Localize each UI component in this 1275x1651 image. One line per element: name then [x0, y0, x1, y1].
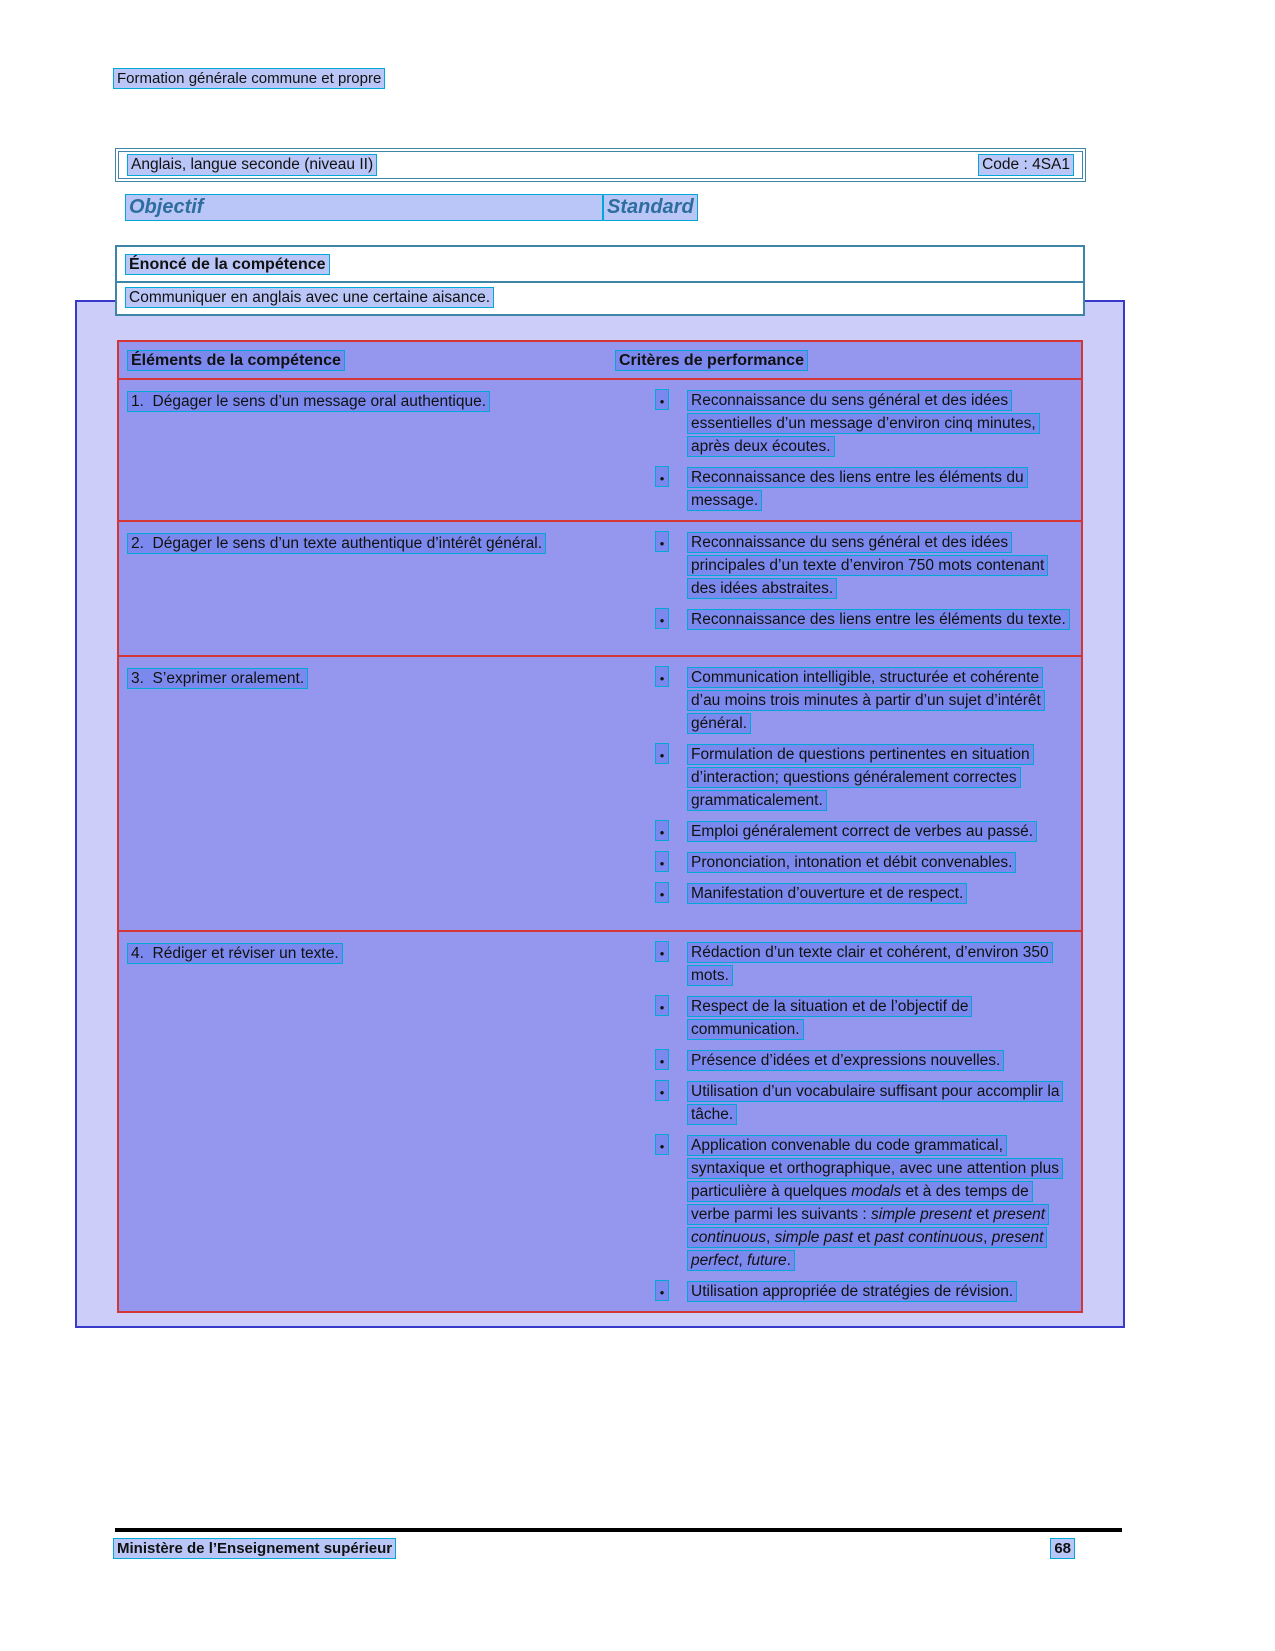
competence-statement-text: Communiquer en anglais avec une certaine aisance. — [125, 287, 494, 308]
bullet-icon: • — [655, 389, 669, 410]
criterion-text: Reconnaissance des liens entre les éléments du texte. — [687, 609, 1070, 630]
criterion-text: Respect de la situation et de l’objectif de communication. — [687, 996, 972, 1040]
course-title: Anglais, langue seconde (niveau II) — [127, 154, 377, 176]
list-item — [655, 608, 1071, 631]
criteria-list — [615, 666, 1071, 905]
criterion-text: Manifestation d’ouverture et de respect. — [687, 883, 967, 904]
criterion-text: Rédaction d’un texte clair et cohérent, d’environ 350 mots. — [687, 942, 1053, 986]
footer-ministry: Ministère de l’Enseignement supérieur — [113, 1538, 396, 1559]
bullet-icon: • — [655, 1134, 669, 1155]
element-item: 3. S’exprimer oralement. — [127, 668, 308, 689]
bullet-icon: • — [655, 820, 669, 841]
bullet-icon: • — [655, 1049, 669, 1070]
bullet-icon: • — [655, 1280, 669, 1301]
criteria-cell — [599, 657, 1081, 930]
title-bar — [115, 148, 1086, 182]
list-item — [655, 995, 1071, 1041]
bullet-icon: • — [655, 608, 669, 629]
competence-statement-text-row — [117, 283, 1083, 314]
criteria-list — [615, 941, 1071, 1303]
list-item — [655, 1049, 1071, 1072]
table-header-elements-label: Éléments de la compétence — [127, 350, 345, 371]
section-label — [113, 70, 385, 87]
criterion-text: Utilisation d’un vocabulaire suffisant pour accomplir la tâche. — [687, 1081, 1063, 1125]
element-item: 2. Dégager le sens d’un texte authentique d’intérêt général. — [127, 533, 546, 554]
table-row — [119, 657, 1081, 932]
list-item — [655, 1134, 1071, 1272]
criterion-text: Reconnaissance des liens entre les éléments du message. — [687, 467, 1028, 511]
element-cell — [119, 522, 599, 655]
element-cell — [119, 932, 599, 1311]
criterion-text: Présence d’idées et d’expressions nouvelles. — [687, 1050, 1004, 1071]
footer-rule — [115, 1528, 1122, 1532]
list-item — [655, 389, 1071, 458]
bullet-icon: • — [655, 531, 669, 552]
table-row — [119, 380, 1081, 522]
standard-heading: Standard — [603, 194, 698, 221]
list-item — [655, 941, 1071, 987]
criterion-text: Communication intelligible, structurée et cohérente d’au moins trois minutes à partir d’un sujet d’intérêt général. — [687, 667, 1045, 734]
list-item — [655, 882, 1071, 905]
footer — [113, 1538, 1075, 1559]
table-header-criteres-label: Critères de performance — [615, 350, 808, 371]
list-item — [655, 466, 1071, 512]
table-row — [119, 932, 1081, 1311]
table-header-criteres — [599, 349, 1081, 372]
bullet-icon: • — [655, 995, 669, 1016]
table-row — [119, 522, 1081, 657]
bullet-icon: • — [655, 666, 669, 687]
table-header-row — [119, 342, 1081, 380]
element-cell — [119, 657, 599, 930]
element-cell — [119, 380, 599, 520]
section-label-text: Formation générale commune et propre — [113, 68, 385, 89]
bullet-icon: • — [655, 882, 669, 903]
criterion-text: Prononciation, intonation et débit convenables. — [687, 852, 1016, 873]
list-item — [655, 1080, 1071, 1126]
competence-table — [117, 340, 1083, 1313]
criteria-list — [615, 531, 1071, 631]
list-item — [655, 851, 1071, 874]
criterion-text: Utilisation appropriée de stratégies de révision. — [687, 1281, 1017, 1302]
bullet-icon: • — [655, 851, 669, 872]
bullet-icon: • — [655, 466, 669, 487]
page-number: 68 — [1050, 1538, 1075, 1559]
criterion-text: Emploi généralement correct de verbes au passé. — [687, 821, 1037, 842]
competence-statement-heading: Énoncé de la compétence — [125, 254, 330, 275]
list-item — [655, 531, 1071, 600]
competence-statement-box — [115, 245, 1085, 316]
criterion-text: Formulation de questions pertinentes en situation d’interaction; questions généralement correctes grammaticalement. — [687, 744, 1034, 811]
column-headings — [125, 194, 1085, 221]
list-item — [655, 820, 1071, 843]
table-header-elements — [119, 349, 599, 372]
criteria-list — [615, 389, 1071, 512]
bullet-icon: • — [655, 941, 669, 962]
course-code: Code : 4SA1 — [978, 154, 1074, 176]
bullet-icon: • — [655, 743, 669, 764]
criteria-cell — [599, 380, 1081, 520]
criterion-text-rich: Application convenable du code grammatical, syntaxique et orthographique, avec une attention plus particulière à quelques modals et à des temps de verbe parmi les suivants : simple present et present continuous, simple past et past continuous, present perfect, future. — [687, 1135, 1063, 1271]
criterion-text: Reconnaissance du sens général et des idées principales d’un texte d’environ 750 mots contenant des idées abstraites. — [687, 532, 1048, 599]
criterion-text: Reconnaissance du sens général et des idées essentielles d’un message d’environ cinq minutes, après deux écoutes. — [687, 390, 1040, 457]
criteria-cell — [599, 522, 1081, 655]
objectif-heading: Objectif — [125, 194, 603, 221]
list-item — [655, 1280, 1071, 1303]
element-item: 1. Dégager le sens d’un message oral authentique. — [127, 391, 490, 412]
list-item — [655, 666, 1071, 735]
element-item: 4. Rédiger et réviser un texte. — [127, 943, 343, 964]
bullet-icon: • — [655, 1080, 669, 1101]
competence-statement-heading-row — [117, 247, 1083, 283]
list-item — [655, 743, 1071, 812]
criteria-cell — [599, 932, 1081, 1311]
